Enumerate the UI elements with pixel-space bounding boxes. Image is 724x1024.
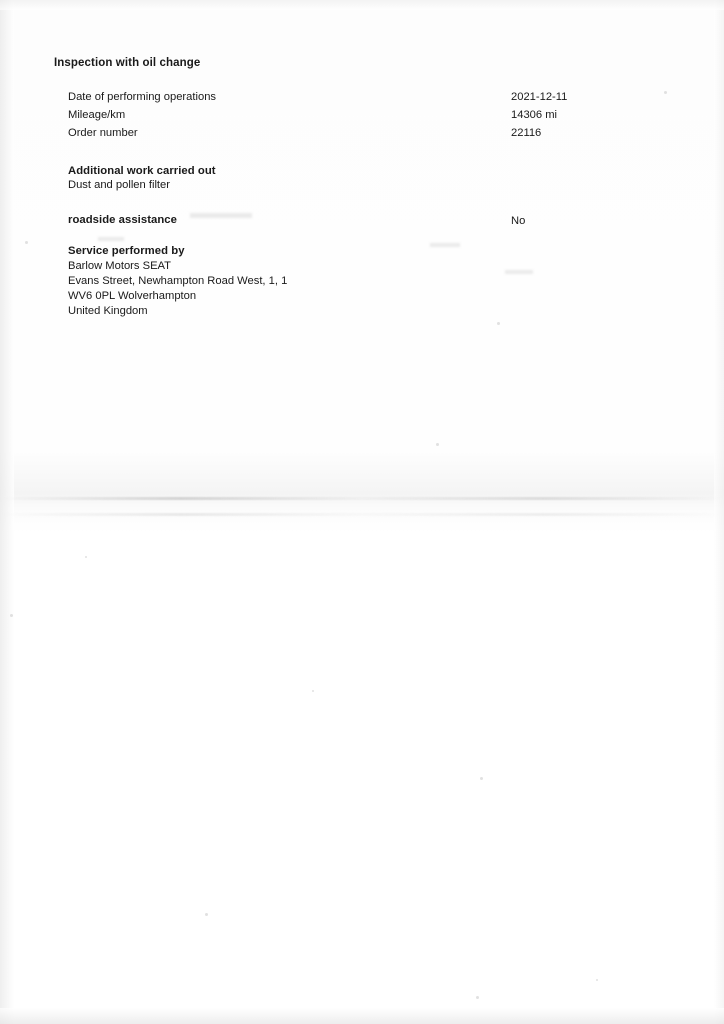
scan-artifact-streak [0, 497, 724, 500]
detail-value: 2021-12-11 [511, 91, 568, 103]
scan-speckle [312, 690, 314, 692]
page-title: Inspection with oil change [54, 57, 201, 69]
table-row [68, 91, 668, 109]
table-row [68, 127, 668, 145]
detail-label: Mileage/km [68, 109, 126, 121]
roadside-assistance-section [68, 214, 668, 232]
scan-speckle [436, 443, 439, 446]
detail-value: 22116 [511, 127, 542, 139]
service-address-line: WV6 0PL Wolverhampton [68, 290, 197, 302]
scan-speckle [85, 556, 87, 558]
scan-artifact-streak [0, 513, 724, 516]
service-performed-by-section [68, 245, 668, 320]
page-edge-top [0, 0, 724, 10]
scan-smudge [98, 237, 124, 241]
roadside-assistance-value: No [511, 215, 526, 227]
page-edge-bottom [0, 1008, 724, 1024]
additional-work-section [68, 165, 668, 191]
scan-speckle [205, 913, 208, 916]
service-performed-by-heading: Service performed by [68, 245, 185, 257]
page-edge-right [714, 0, 724, 1024]
service-address-line: Evans Street, Newhampton Road West, 1, 1 [68, 275, 288, 287]
table-row [68, 214, 668, 232]
detail-value: 14306 mi [511, 109, 558, 121]
scan-speckle [476, 996, 479, 999]
scan-speckle [497, 322, 500, 325]
scan-speckle [596, 979, 598, 981]
page-edge-left [0, 0, 14, 1024]
scan-speckle [480, 777, 483, 780]
additional-work-heading: Additional work carried out [68, 165, 216, 177]
detail-label: Date of performing operations [68, 91, 217, 103]
scan-speckle [10, 614, 13, 617]
details-table [68, 91, 668, 145]
roadside-assistance-label: roadside assistance [68, 214, 177, 226]
detail-label: Order number [68, 127, 138, 139]
service-address-line: Barlow Motors SEAT [68, 260, 171, 272]
additional-work-item: Dust and pollen filter [68, 179, 170, 191]
table-row [68, 109, 668, 127]
service-address-line: United Kingdom [68, 305, 148, 317]
scan-speckle [25, 241, 28, 244]
